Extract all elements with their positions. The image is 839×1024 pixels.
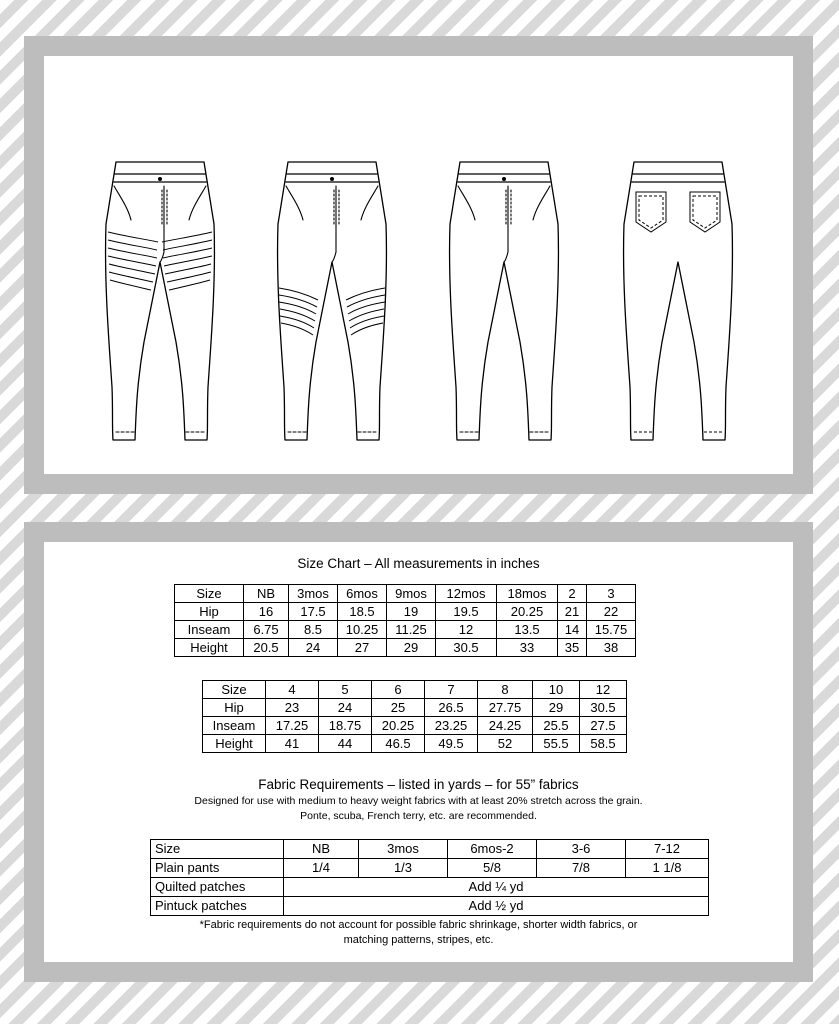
table-cell: 26.5 <box>425 699 478 717</box>
table-cell: 22 <box>587 603 636 621</box>
fabric-requirements-title: Fabric Requirements – listed in yards – for 55” fabrics <box>258 777 579 792</box>
table-row <box>203 681 627 699</box>
table-cell: 20.25 <box>497 603 558 621</box>
table-cell: 35 <box>558 639 587 657</box>
table-cell: 21 <box>558 603 587 621</box>
table-cell: 14 <box>558 621 587 639</box>
illustration-panel <box>24 36 813 494</box>
table-cell: 19 <box>387 603 436 621</box>
table-cell: 18.5 <box>338 603 387 621</box>
table-cell: Add ¼ yd <box>284 878 709 897</box>
table-cell: 29 <box>387 639 436 657</box>
table-cell: 30.5 <box>436 639 497 657</box>
table-row <box>175 603 636 621</box>
fabric-description-line-1: Designed for use with medium to heavy weight fabrics with at least 20% stretch across the grain. <box>194 795 643 807</box>
table-row <box>175 639 636 657</box>
table-cell: 55.5 <box>533 735 580 753</box>
table-cell: 10 <box>533 681 580 699</box>
table-cell: 6mos-2 <box>448 840 537 859</box>
table-cell: 1/3 <box>359 859 448 878</box>
table-cell: 3mos <box>289 585 338 603</box>
table-cell: Inseam <box>203 717 266 735</box>
table-cell: 24 <box>289 639 338 657</box>
table-cell: 27.5 <box>580 717 627 735</box>
table-cell: Size <box>175 585 244 603</box>
table-cell: 9mos <box>387 585 436 603</box>
table-cell: 19.5 <box>436 603 497 621</box>
table-cell: Size <box>151 840 284 859</box>
table-cell: 49.5 <box>425 735 478 753</box>
table-row <box>151 840 709 859</box>
table-cell: 12 <box>436 621 497 639</box>
table-cell: Hip <box>175 603 244 621</box>
table-cell: 11.25 <box>387 621 436 639</box>
table-cell: Hip <box>203 699 266 717</box>
table-cell: Height <box>203 735 266 753</box>
fabric-note-line-2: matching patterns, stripes, etc. <box>343 934 494 946</box>
fabric-note-line-1: *Fabric requirements do not account for possible fabric shrinkage, shorter width fabrics, or <box>199 919 638 931</box>
table-cell: 2 <box>558 585 587 603</box>
table-cell: Inseam <box>175 621 244 639</box>
pintuck-pants-front-icon <box>278 162 387 440</box>
table-cell: 52 <box>478 735 533 753</box>
table-cell: 18.75 <box>319 717 372 735</box>
table-cell: NB <box>284 840 359 859</box>
illustration-area <box>44 56 793 474</box>
table-cell: 5/8 <box>448 859 537 878</box>
table-row <box>203 735 627 753</box>
quilted-pants-front-icon <box>106 162 215 440</box>
size-chart-title: Size Chart – All measurements in inches <box>297 556 540 571</box>
table-cell: 20.5 <box>244 639 289 657</box>
table-cell: Quilted patches <box>151 878 284 897</box>
table-row <box>203 699 627 717</box>
table-cell: 27 <box>338 639 387 657</box>
table-row <box>151 897 709 916</box>
table-row <box>203 717 627 735</box>
table-cell: 12 <box>580 681 627 699</box>
pintuck-patch-icon <box>279 288 385 335</box>
table-cell: 1/4 <box>284 859 359 878</box>
table-cell: 5 <box>319 681 372 699</box>
chart-panel <box>24 522 813 982</box>
table-cell: Pintuck patches <box>151 897 284 916</box>
pants-illustrations <box>44 56 793 474</box>
table-cell: 25.5 <box>533 717 580 735</box>
table-cell: 6.75 <box>244 621 289 639</box>
table-cell: Height <box>175 639 244 657</box>
table-cell: 3mos <box>359 840 448 859</box>
back-pockets-icon <box>634 192 724 432</box>
table-cell: 6 <box>372 681 425 699</box>
table-cell: 7/8 <box>537 859 626 878</box>
size-chart-table-2 <box>202 680 627 753</box>
table-cell: 24 <box>319 699 372 717</box>
table-cell: 8 <box>478 681 533 699</box>
table-row <box>151 878 709 897</box>
table-cell: 17.5 <box>289 603 338 621</box>
quilted-patch-icon <box>108 232 212 290</box>
table-cell: 13.5 <box>497 621 558 639</box>
table-cell: 18mos <box>497 585 558 603</box>
table-cell: 10.25 <box>338 621 387 639</box>
table-cell: 46.5 <box>372 735 425 753</box>
table-cell: 23.25 <box>425 717 478 735</box>
table-cell: 27.75 <box>478 699 533 717</box>
pants-back-view-icon <box>624 162 733 440</box>
table-cell: 3-6 <box>537 840 626 859</box>
fabric-requirements-table <box>150 839 709 916</box>
table-cell: 24.25 <box>478 717 533 735</box>
table-cell: 3 <box>587 585 636 603</box>
table-cell: Plain pants <box>151 859 284 878</box>
table-row <box>151 859 709 878</box>
table-cell: NB <box>244 585 289 603</box>
table-row <box>175 585 636 603</box>
table-cell: 33 <box>497 639 558 657</box>
table-cell: 41 <box>266 735 319 753</box>
table-cell: 7-12 <box>626 840 709 859</box>
table-row <box>175 621 636 639</box>
table-cell: 25 <box>372 699 425 717</box>
table-cell: 58.5 <box>580 735 627 753</box>
fabric-description-line-2: Ponte, scuba, French terry, etc. are recommended. <box>300 810 537 822</box>
table-cell: 7 <box>425 681 478 699</box>
table-cell: 30.5 <box>580 699 627 717</box>
table-cell: 8.5 <box>289 621 338 639</box>
table-cell: 4 <box>266 681 319 699</box>
table-cell: 29 <box>533 699 580 717</box>
table-cell: 23 <box>266 699 319 717</box>
table-cell: 16 <box>244 603 289 621</box>
table-cell: Add ½ yd <box>284 897 709 916</box>
table-cell: Size <box>203 681 266 699</box>
table-cell: 44 <box>319 735 372 753</box>
table-cell: 15.75 <box>587 621 636 639</box>
table-cell: 17.25 <box>266 717 319 735</box>
table-cell: 1 1/8 <box>626 859 709 878</box>
plain-pants-front-icon <box>450 162 559 440</box>
size-chart-table-1 <box>174 584 636 657</box>
table-cell: 38 <box>587 639 636 657</box>
chart-area <box>44 542 793 962</box>
table-cell: 6mos <box>338 585 387 603</box>
table-cell: 20.25 <box>372 717 425 735</box>
table-cell: 12mos <box>436 585 497 603</box>
